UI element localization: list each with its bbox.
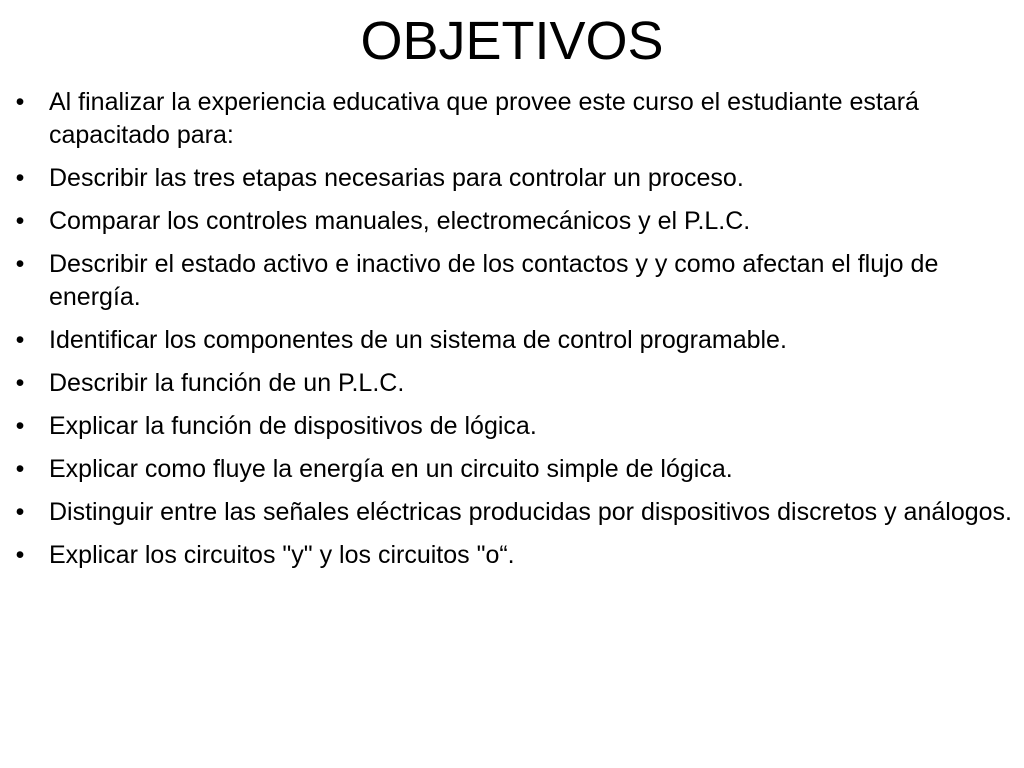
bullet-icon: • (15, 250, 25, 278)
list-item-text: Explicar la función de dispositivos de lógica. (49, 412, 537, 440)
bullet-icon: • (15, 164, 25, 192)
list-item (10, 496, 1014, 529)
bullet-icon: • (15, 541, 25, 569)
bullet-icon: • (15, 369, 25, 397)
list-item-text: Distinguir entre las señales eléctricas producidas por dispositivos discretos y análogos. (49, 498, 1012, 526)
objectives-list (10, 86, 1014, 582)
list-item (10, 162, 1014, 195)
list-item-text: Describir la función de un P.L.C. (49, 369, 405, 397)
bullet-icon: • (15, 326, 25, 354)
list-item (10, 248, 1014, 314)
list-item (10, 539, 1014, 572)
list-item-text: Describir el estado activo e inactivo de los contactos y y como afectan el flujo de energía. (49, 250, 939, 311)
list-item-text: Al finalizar la experiencia educativa que provee este curso el estudiante estará capacitado para: (49, 88, 919, 149)
list-item-text: Identificar los componentes de un sistema de control programable. (49, 326, 787, 354)
bullet-icon: • (15, 412, 25, 440)
list-item (10, 410, 1014, 443)
bullet-icon: • (15, 88, 25, 116)
list-item-text: Describir las tres etapas necesarias para controlar un proceso. (49, 164, 744, 192)
list-item (10, 453, 1014, 486)
list-item (10, 367, 1014, 400)
slide-title: OBJETIVOS (360, 11, 664, 71)
list-item-text: Explicar los circuitos "y" y los circuitos "o“. (49, 541, 515, 569)
list-item (10, 324, 1014, 357)
bullet-icon: • (15, 207, 25, 235)
list-item-text: Comparar los controles manuales, electromecánicos y el P.L.C. (49, 207, 751, 235)
bullet-icon: • (15, 498, 25, 526)
list-item-text: Explicar como fluye la energía en un circuito simple de lógica. (49, 455, 733, 483)
list-item (10, 205, 1014, 238)
list-item (10, 86, 1014, 152)
bullet-icon: • (15, 455, 25, 483)
